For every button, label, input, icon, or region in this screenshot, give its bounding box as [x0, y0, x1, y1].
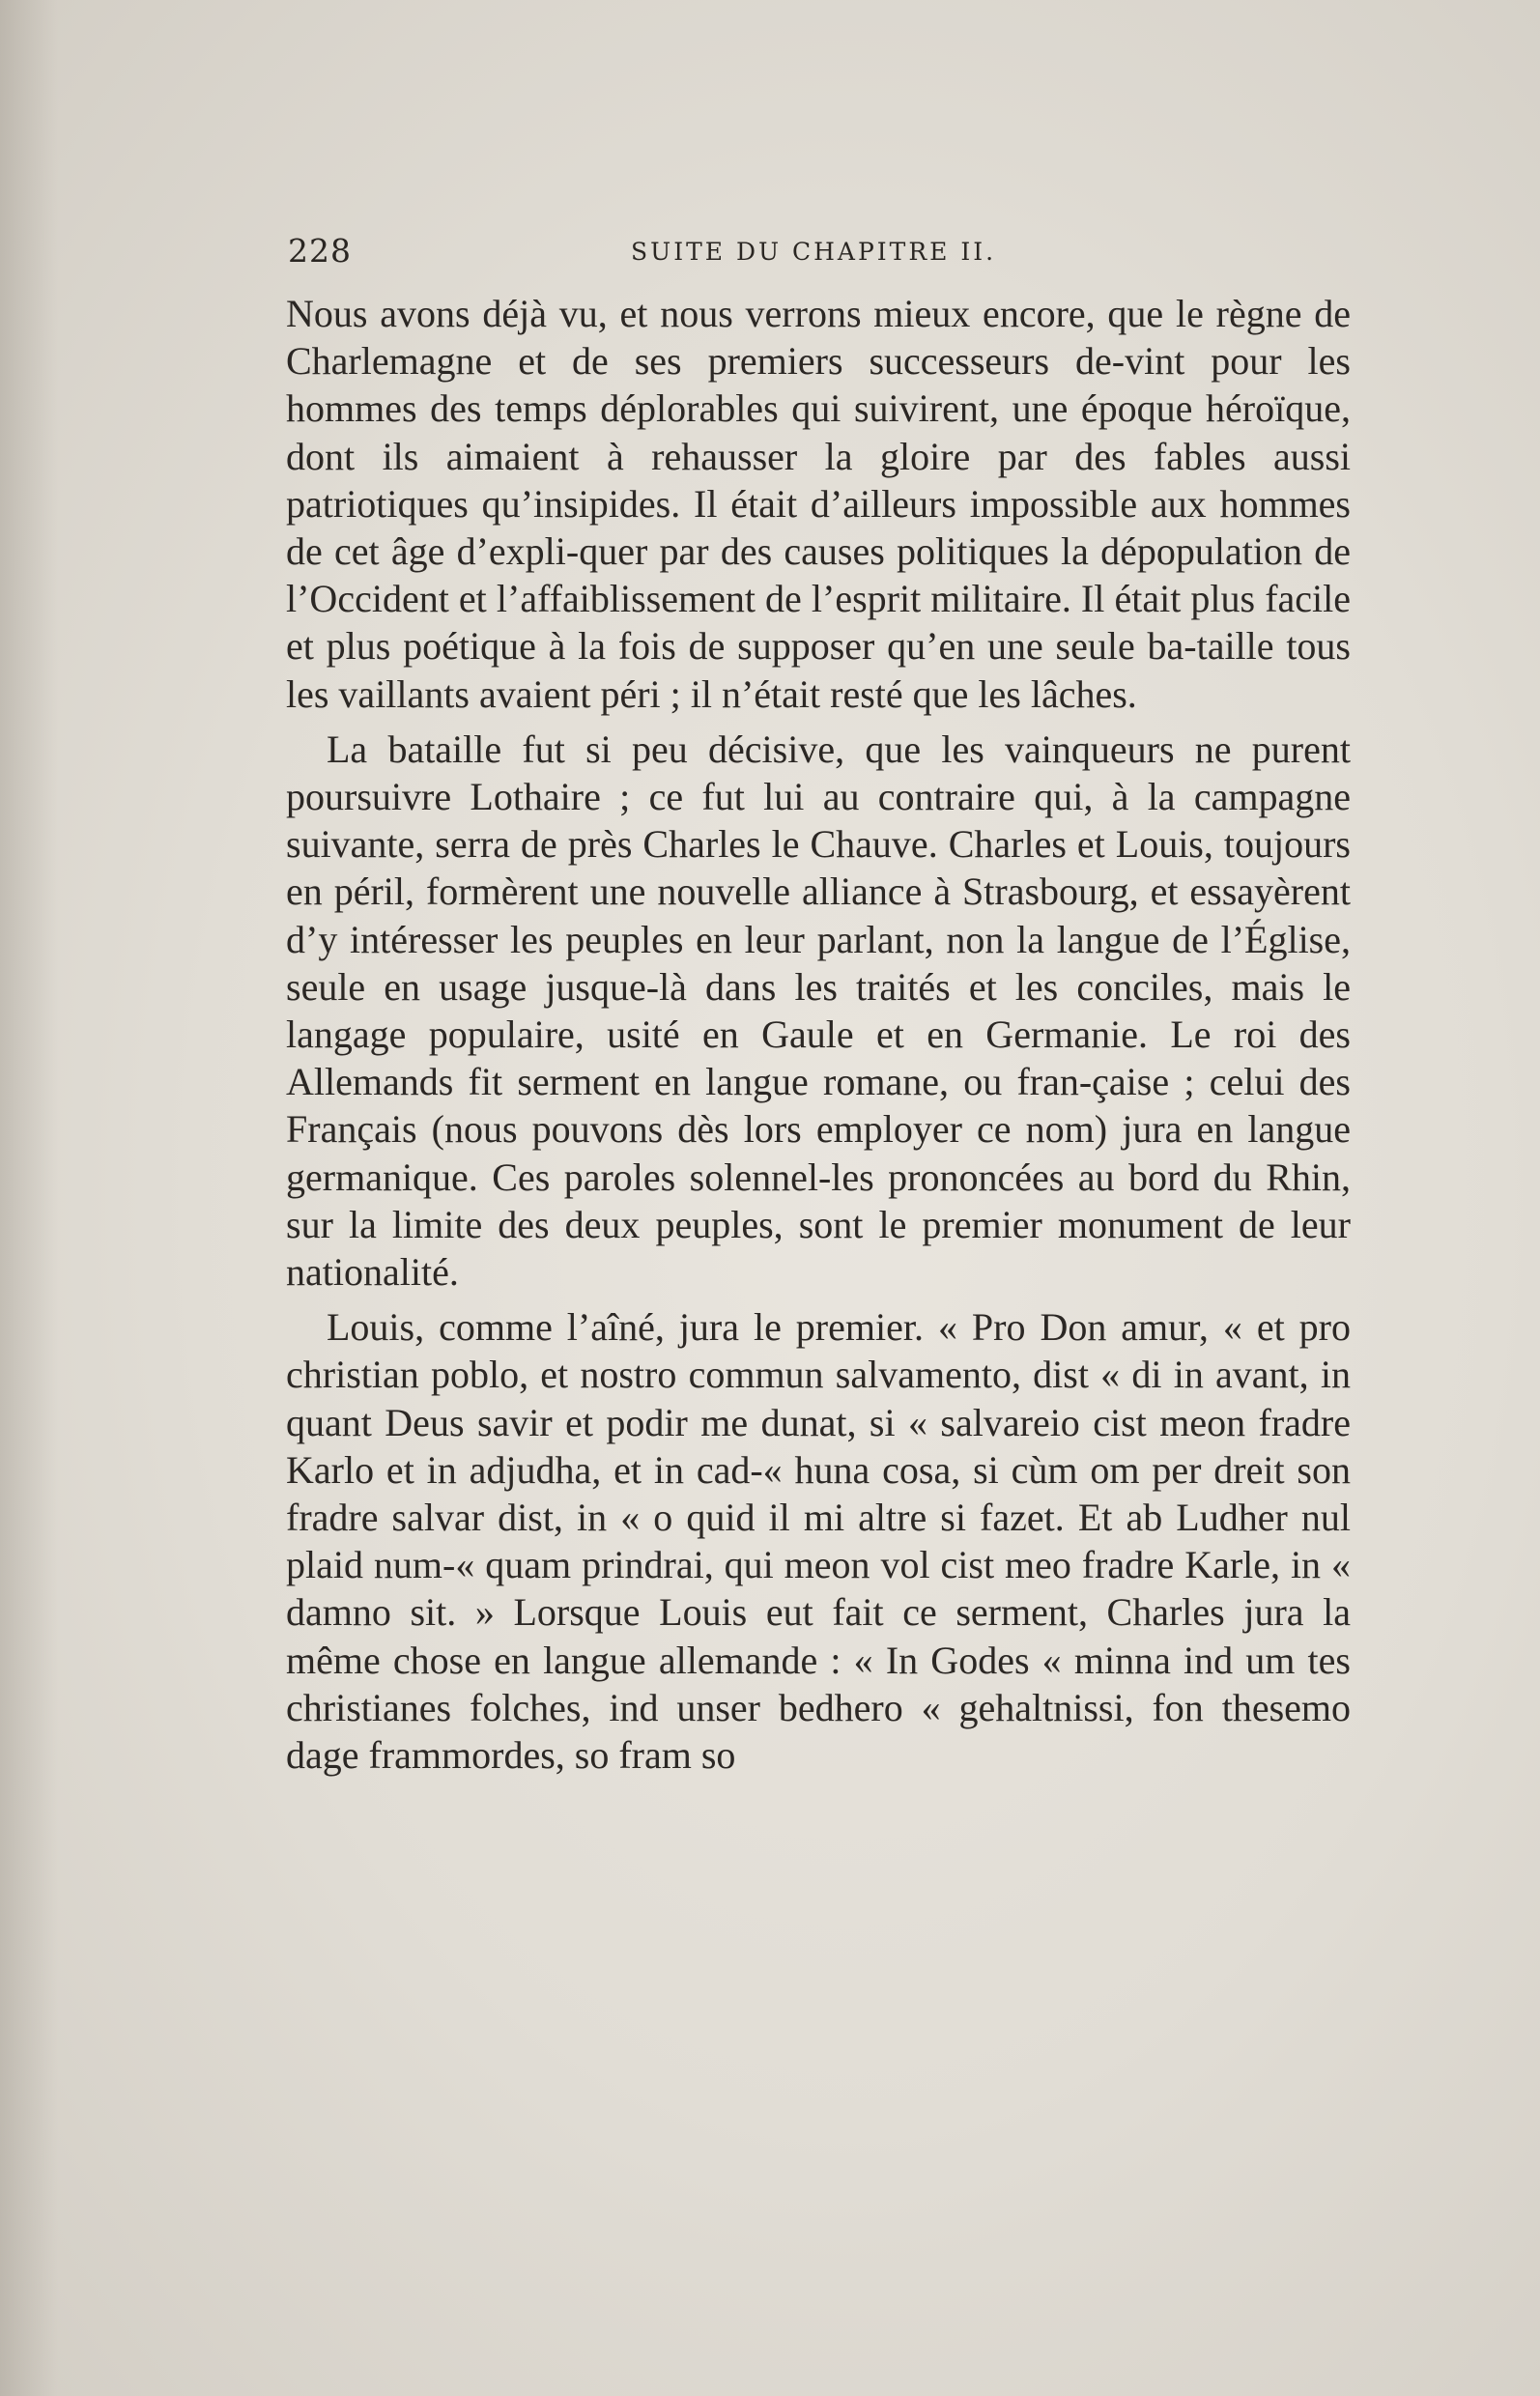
paragraph-2: La bataille fut si peu décisive, que les vainqueurs ne purent poursuivre Lothaire ; ce fut lui au contraire qui, à la campagne suivante, serra de près Charles le Chauve. Charles et Louis, toujours en péril, formèrent une nouvelle alliance à Strasbourg, et essayèrent d’y intéresser les peuples en leur parlant, non la langue de l’Église, seule en usage jusque-là dans les traités et les conciles, mais le langage populaire, usité en Gaule et en Germanie. Le roi des Allemands fit serment en langue romane, ou fran-çaise ; celui des Français (nous pouvons dès lors employer ce nom) jura en langue germanique. Ces paroles solennel-les prononcées au bord du Rhin, sur la limite des deux peuples, sont le premier monument de leur nationalité. [286, 727, 1351, 1295]
paragraph-3: Louis, comme l’aîné, jura le premier. « Pro Don amur, « et pro christian poblo, et nostro commun salvamento, dist « di in avant, in quant Deus savir et podir me dunat, si « salvareio cist meon fradre Karlo et in adjudha, et in cad-« huna cosa, si cùm om per dreit son fradre salvar dist, in « o quid il mi altre si fazet. Et ab Ludher nul plaid num-« quam prindrai, qui meon vol cist meo fradre Karle, in « damno sit. » Lorsque Louis eut fait ce serment, Charles jura la même chose en langue allemande : « In Godes « minna ind um tes christianes folches, ind unser bedhero « gehaltnissi, fon thesemo dage frammordes, so fram so [286, 1305, 1351, 1778]
paragraph-1: Nous avons déjà vu, et nous verrons mieux encore, que le règne de Charlemagne et de ses premiers successeurs de-vint pour les hommes des temps déplorables qui suivirent, une époque héroïque, dont ils aimaient à rehausser la gloire par des fables aussi patriotiques qu’insipides. Il était d’ailleurs impossible aux hommes de cet âge d’expli-quer par des causes politiques la dépopulation de l’Occident et l’affaiblissement de l’esprit militaire. Il était plus facile et plus poétique à la fois de supposer qu’en une seule ba-taille tous les vaillants avaient péri ; il n’était resté que les lâches. [286, 292, 1351, 716]
running-title: SUITE DU CHAPITRE II. [631, 238, 997, 266]
body-text [286, 290, 1351, 1779]
page-edge-shadow [0, 0, 58, 2396]
page-number: 228 [288, 232, 352, 270]
page-header [288, 232, 1351, 280]
